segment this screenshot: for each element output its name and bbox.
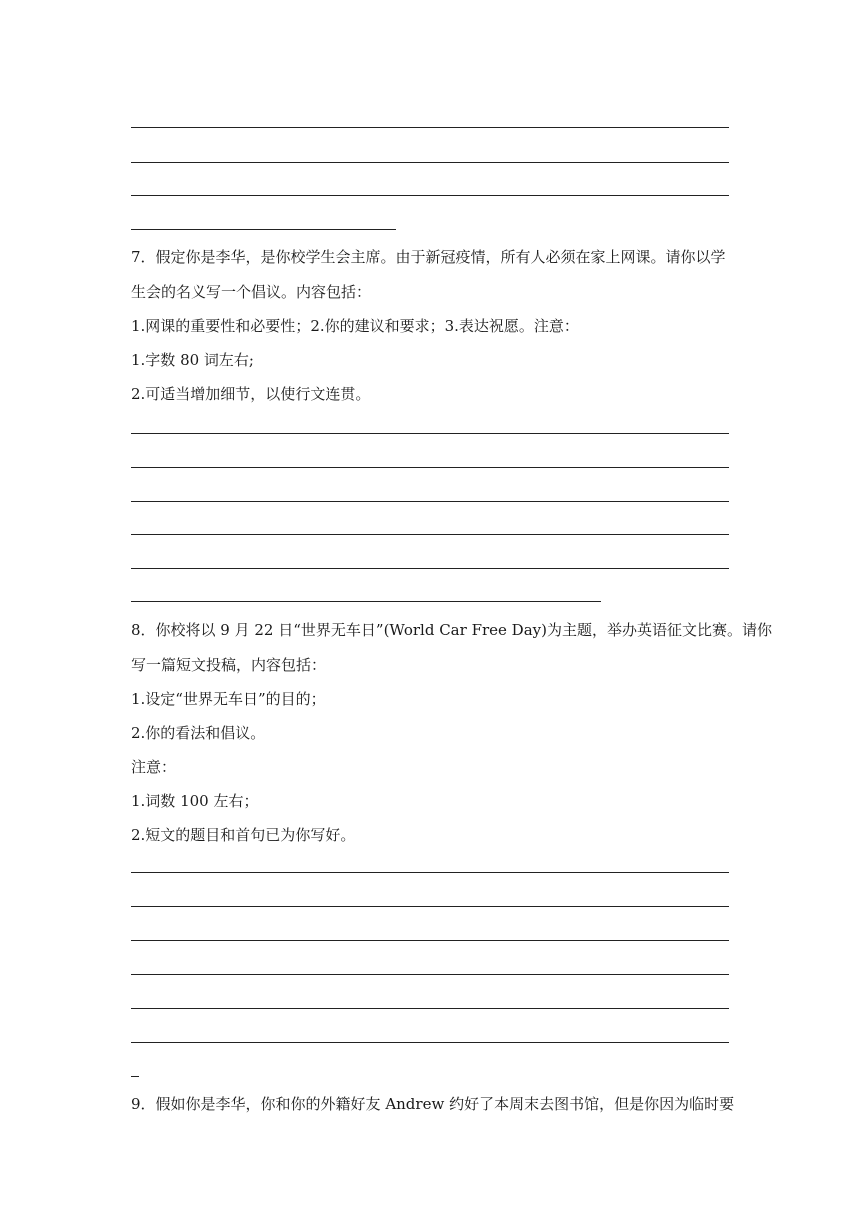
answer-line[interactable] — [131, 162, 729, 163]
q8-line-4: 2.你的看法和倡议。 — [131, 724, 266, 742]
q8-line-5: 注意： — [131, 758, 177, 776]
q7-line-4: 1.字数 80 词左右; — [131, 351, 254, 369]
q7-line-5: 2.可适当增加细节，以使行文连贯。 — [131, 385, 371, 403]
q7-line-1: 7．假定你是李华，是你校学生会主席。由于新冠疫情，所有人必须在家上网课。请你以学 — [131, 248, 726, 266]
answer-line-short[interactable] — [131, 601, 601, 602]
answer-line[interactable] — [131, 568, 729, 569]
q9-line-1: 9．假如你是李华，你和你的外籍好友 Andrew 约好了本周末去图书馆，但是你因为临时要 — [131, 1095, 735, 1113]
answer-line[interactable] — [131, 940, 729, 941]
q8-line-1: 8．你校将以 9 月 22 日“世界无车日”(World Car Free Day)为主题，举办英语征文比赛。请你 — [131, 621, 772, 639]
answer-line[interactable] — [131, 467, 729, 468]
answer-line[interactable] — [131, 195, 729, 196]
q8-line-7: 2.短文的题目和首句已为你写好。 — [131, 826, 356, 844]
answer-line[interactable] — [131, 974, 729, 975]
answer-line[interactable] — [131, 534, 729, 535]
answer-line[interactable] — [131, 872, 729, 873]
answer-line[interactable] — [131, 1008, 729, 1009]
q8-line-2: 写一篇短文投稿，内容包括： — [131, 656, 327, 674]
answer-line[interactable] — [131, 906, 729, 907]
q7-line-3: 1.网课的重要性和必要性；2.你的建议和要求；3.表达祝愿。注意： — [131, 317, 579, 335]
q8-line-6: 1.词数 100 左右； — [131, 792, 259, 810]
answer-line-stub[interactable] — [131, 1076, 139, 1077]
answer-line-short[interactable] — [131, 229, 396, 230]
answer-line[interactable] — [131, 433, 729, 434]
q7-line-2: 生会的名义写一个倡议。内容包括： — [131, 283, 372, 301]
answer-line[interactable] — [131, 127, 729, 128]
answer-line[interactable] — [131, 1042, 729, 1043]
answer-line[interactable] — [131, 501, 729, 502]
q8-line-3: 1.设定“世界无车日”的目的； — [131, 690, 326, 708]
